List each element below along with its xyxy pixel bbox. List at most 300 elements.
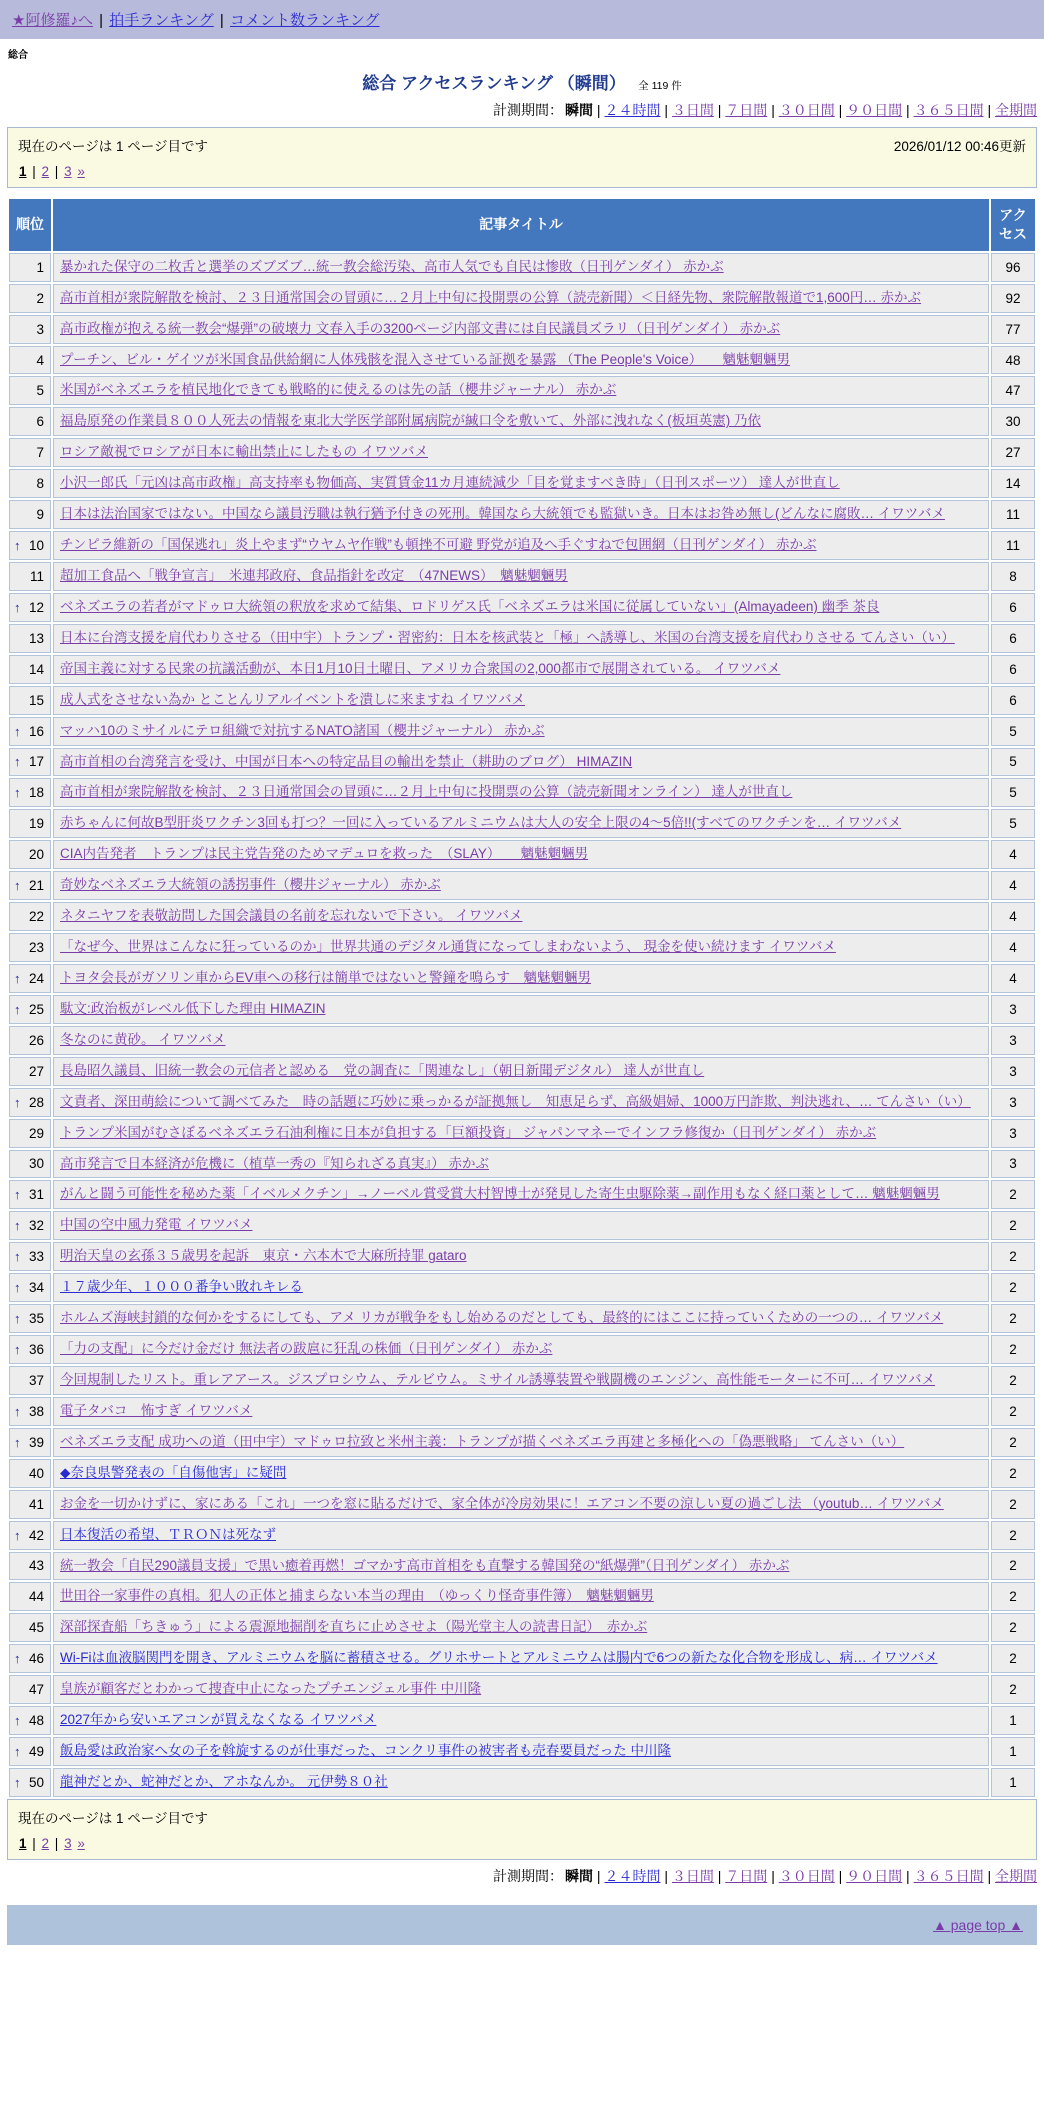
period-link-1[interactable]: ２４時間 [604, 1867, 661, 1884]
page-title: 総合 アクセスランキング （瞬間） [362, 74, 626, 93]
rank-up-icon: ↑ [14, 1218, 21, 1234]
rank-cell [9, 1273, 51, 1302]
article-link[interactable]: 冬なのに黄砂。 イワツバメ [60, 1031, 226, 1047]
rank-cell [9, 964, 51, 993]
title-cell [53, 624, 989, 653]
separator: | [28, 164, 40, 179]
article-link[interactable]: 文責者、深田萌絵について調べてみた 時の話題に巧妙に乗っかるが証拠無し 知恵足らず、高級娼婦、1000万円詐欺、判決逃れ、… てんさい（い） [60, 1093, 971, 1109]
rank-cell [9, 500, 51, 529]
period-label: 計測期間： [493, 102, 564, 118]
table-row [9, 1119, 1035, 1148]
access-count: 4 [991, 840, 1035, 869]
rank-number: 32 [28, 1218, 44, 1234]
rank-cell [9, 1768, 51, 1797]
pagination-bottom [18, 1836, 1026, 1851]
rank-cell [9, 1242, 51, 1271]
article-link[interactable]: 小沢一郎氏「元凶は高市政権」高支持率も物価高、実質賃金11カ月連続減少「目を覚ますべき時」（日刊スポーツ） 達人が世直し [60, 475, 840, 491]
rank-cell [9, 376, 51, 405]
access-count: 2 [991, 1459, 1035, 1488]
rank-up-icon: ↑ [14, 1187, 21, 1203]
rank-number: 38 [28, 1403, 44, 1419]
rank-number: 2 [36, 290, 44, 306]
article-link[interactable]: マッハ10のミサイルにテロ組織で対抗するNATO諸国（櫻井ジャーナル） 赤かぶ [60, 722, 545, 738]
title-cell [53, 1613, 989, 1642]
article-link[interactable]: 高市首相が衆院解散を検討、２３日通常国会の冒頭に…２月上中旬に投開票の公算（読売新聞オンライン） 達人が世直し [60, 784, 793, 800]
access-count: 6 [991, 655, 1035, 684]
current-page-text: 現在のページは 1 ページ目です [18, 1810, 208, 1826]
rank-cell [9, 1552, 51, 1581]
table-row [9, 1180, 1035, 1209]
rank-cell [9, 778, 51, 807]
access-count: 4 [991, 871, 1035, 900]
access-count: 2 [991, 1335, 1035, 1364]
period-link-3[interactable]: ７日間 [725, 102, 768, 118]
title-cell [53, 1768, 989, 1797]
table-row [9, 624, 1035, 653]
table-row [9, 717, 1035, 746]
rank-number: 16 [28, 723, 44, 739]
rank-number: 40 [28, 1465, 44, 1481]
rank-cell [9, 1613, 51, 1642]
table-header-row [9, 199, 1035, 251]
ranking-table [7, 197, 1037, 1799]
table-row [9, 809, 1035, 838]
col-header-title: 記事タイトル [53, 199, 989, 251]
page-link-2[interactable]: 2 [41, 1835, 50, 1851]
nav-link-1[interactable]: ★阿修羅♪へ [12, 12, 93, 29]
table-row [9, 1397, 1035, 1426]
access-count: 5 [991, 778, 1035, 807]
rank-number: 9 [36, 507, 44, 523]
article-link[interactable]: トランプ米国がむさぼるベネズエラ石油利権に日本が負担する「巨額投資」 ジャパンマネーでインフラ修復か（日刊ゲンダイ） 赤かぶ [60, 1124, 877, 1140]
title-cell [53, 346, 989, 375]
table-row [9, 1150, 1035, 1179]
rank-number: 26 [28, 1032, 44, 1048]
access-count: 1 [991, 1768, 1035, 1797]
title-cell [53, 1737, 989, 1766]
top-nav [0, 0, 1044, 39]
table-row [9, 469, 1035, 498]
rank-number: 4 [36, 352, 44, 368]
article-link[interactable]: 長島昭久議員、旧統一教会の元信者と認める 党の調査に「関連なし」（朝日新聞デジタル） 達人が世直し [60, 1062, 705, 1078]
period-link-7[interactable]: 全期間 [995, 102, 1037, 118]
title-cell [53, 1273, 989, 1302]
title-cell [53, 1026, 989, 1055]
title-cell [53, 593, 989, 622]
page-body [7, 39, 1037, 2015]
access-count: 2 [991, 1675, 1035, 1704]
rank-number: 33 [28, 1249, 44, 1265]
title-cell [53, 933, 989, 962]
rank-cell [9, 655, 51, 684]
title-cell [53, 284, 989, 313]
article-link[interactable]: ネタニヤフを表敬訪問した国会議員の名前を忘れないで下さい。 イワツバメ [60, 908, 523, 924]
rank-number: 44 [28, 1589, 44, 1605]
rank-number: 31 [28, 1187, 44, 1203]
period-current: 瞬間 [565, 102, 594, 118]
separator: | [767, 1867, 779, 1884]
rank-number: 18 [28, 785, 44, 801]
access-count: 2 [991, 1552, 1035, 1581]
article-link[interactable]: 高市発言で日本経済が危機に（植草一秀の『知られざる真実』） 赤かぶ [60, 1155, 489, 1171]
table-row [9, 1552, 1035, 1581]
rank-cell [9, 624, 51, 653]
access-count: 5 [991, 717, 1035, 746]
rank-cell [9, 284, 51, 313]
article-link[interactable]: 成人式をさせない為か とことんリアルイベントを潰しに来ますね イワツバメ [60, 691, 526, 707]
rank-number: 50 [28, 1774, 44, 1790]
rank-cell [9, 933, 51, 962]
period-link-7[interactable]: 全期間 [995, 1867, 1037, 1884]
rank-number: 11 [29, 568, 44, 584]
page-title-block [7, 69, 1037, 94]
article-link[interactable]: 深部探査船「ちきゅう」による震源地掘削を直ちに止めさせよ（陽光堂主人の読書日記） 赤かぶ [60, 1619, 648, 1635]
rank-cell [9, 809, 51, 838]
access-count: 2 [991, 1490, 1035, 1519]
col-header-access: アクセス [991, 199, 1035, 251]
access-count: 30 [991, 407, 1035, 436]
article-link[interactable]: ベネズエラ支配 成功への道（田中宇）マドゥロ拉致と米州主義：トランプが描くベネズエラ再建と多極化への「偽悪戦略」 てんさい（い） [60, 1433, 905, 1449]
rank-number: 6 [36, 414, 44, 430]
access-count: 3 [991, 1057, 1035, 1086]
rank-cell [9, 315, 51, 344]
title-cell [53, 1706, 989, 1735]
rank-up-icon: ↑ [14, 970, 21, 986]
rank-number: 29 [28, 1125, 44, 1141]
period-link-4[interactable]: ３０日間 [778, 1867, 835, 1884]
article-link[interactable]: 統一教会「自民290議員支援」で黒い癒着再燃！ゴマかす高市首相をも直撃する韓国発の“紙爆弾”（日刊ゲンダイ） 赤かぶ [60, 1557, 790, 1573]
rank-number: 22 [28, 909, 44, 925]
period-link-2[interactable]: ３日間 [671, 102, 714, 118]
separator: | [713, 1867, 726, 1884]
rank-up-icon: ↑ [14, 723, 21, 739]
article-link[interactable]: ホルムズ海峡封鎖的な何かをするにしても、アメ リカが戦争をもし始めるのだとしても、最終的にはここに持っていくための一つの… イワツバメ [60, 1310, 944, 1326]
separator: | [983, 1867, 995, 1884]
separator: | [834, 102, 847, 118]
rank-cell [9, 346, 51, 375]
title-cell [53, 717, 989, 746]
page-link-3[interactable]: 3 [64, 164, 72, 179]
article-link[interactable]: １７歳少年、１０００番争い敗れキレる [60, 1279, 303, 1295]
title-cell [53, 531, 989, 560]
article-link[interactable]: 「力の支配」に今だけ金だけ 無法者の跋扈に狂乱の株価（日刊ゲンダイ） 赤かぶ [60, 1341, 553, 1357]
article-link[interactable]: 高市政権が抱える統一教会“爆弾”の破壊力 文春入手の3200ページ内部文書には自民議員ズラリ（日刊ゲンダイ） 赤かぶ [60, 320, 781, 336]
title-cell [53, 253, 989, 282]
rank-number: 8 [36, 476, 44, 492]
table-row [9, 1521, 1035, 1550]
rank-up-icon: ↑ [14, 1434, 21, 1450]
table-row [9, 840, 1035, 869]
access-count: 5 [991, 809, 1035, 838]
rank-cell [9, 748, 51, 777]
rank-cell [9, 1737, 51, 1766]
separator: | [713, 102, 726, 118]
period-link-5[interactable]: ９０日間 [846, 1867, 903, 1884]
period-link-4[interactable]: ３０日間 [778, 102, 835, 118]
page-current: 1 [19, 1835, 27, 1851]
article-link[interactable]: 明治天皇の玄孫３５歳男を起訴 東京・六本木で大麻所持罪 gataro [60, 1248, 467, 1264]
article-link[interactable]: がんと闘う可能性を秘めた薬「イベルメクチン」→ノーベル賞受賞大村智博士が発見した寄生虫駆除薬→副作用もなく経口薬として… 魑魅魍魎男 [60, 1186, 940, 1202]
rank-number: 43 [28, 1558, 44, 1574]
title-cell [53, 1428, 989, 1457]
rank-number: 46 [28, 1651, 44, 1667]
page-next-link[interactable]: » [77, 164, 85, 179]
title-cell [53, 1304, 989, 1333]
access-count: 11 [991, 531, 1035, 560]
article-link[interactable]: 奇妙なベネズエラ大統領の誘拐事件（櫻井ジャーナル） 赤かぶ [60, 877, 441, 893]
table-row [9, 686, 1035, 715]
rank-cell [9, 1459, 51, 1488]
article-link[interactable]: 2027年から安いエアコンが買えなくなる イワツバメ [60, 1712, 377, 1728]
table-row [9, 593, 1035, 622]
table-row [9, 438, 1035, 467]
breadcrumb: 総合 [8, 50, 28, 61]
current-page-text: 現在のページは 1 ページ目です [18, 139, 208, 154]
access-count: 6 [991, 686, 1035, 715]
access-count: 47 [991, 376, 1035, 405]
rank-cell [9, 1397, 51, 1426]
rank-number: 1 [36, 259, 44, 275]
title-cell [53, 1088, 989, 1117]
rank-number: 27 [28, 1063, 44, 1079]
article-link[interactable]: 駄文:政治板がレベル低下した理由 HIMAZIN [60, 1000, 326, 1016]
nav-link-2[interactable]: 拍手ランキング [109, 12, 214, 29]
article-link[interactable]: 高市首相が衆院解散を検討、２３日通常国会の冒頭に…２月上中旬に投開票の公算（読売新聞）＜日経先物、衆院解散報道で1,600円… 赤かぶ [60, 289, 922, 305]
col-header-rank: 順位 [9, 199, 51, 251]
article-link[interactable]: 超加工食品へ「戦争宣言」 米連邦政府、食品指針を改定 （47NEWS） 魑魅魍魎男 [60, 568, 568, 583]
table-row [9, 1211, 1035, 1240]
separator: | [983, 102, 995, 118]
access-count: 2 [991, 1180, 1035, 1209]
title-cell [53, 1490, 989, 1519]
separator: | [215, 12, 228, 29]
article-link[interactable]: ロシア敵視でロシアが日本に輸出禁止にしたもの イワツバメ [60, 444, 428, 460]
separator: | [660, 1867, 672, 1884]
rank-up-icon: ↑ [14, 1403, 21, 1419]
rank-number: 24 [28, 970, 44, 986]
access-count: 2 [991, 1242, 1035, 1271]
article-link[interactable]: ◆奈良県警発表の「自傷他害」に疑問 [60, 1464, 287, 1480]
rank-cell [9, 1057, 51, 1086]
period-link-3[interactable]: ７日間 [725, 1867, 768, 1884]
total-count: 全 119 件 [638, 80, 682, 92]
article-link[interactable]: 日本に台湾支援を肩代わりさせる（田中宇）トランプ・習密約：日本を核武装と「極」へ誘導し、米国の台湾支援を肩代わりさせる てんさい（い） [60, 629, 955, 645]
article-link[interactable]: 世田谷一家事件の真相。犯人の正体と捕まらない本当の理由 （ゆっくり怪奇事件簿） 魑魅魍魎男 [60, 1588, 654, 1604]
title-cell [53, 902, 989, 931]
access-count: 6 [991, 593, 1035, 622]
title-cell [53, 840, 989, 869]
article-link[interactable]: プーチン、ビル・ゲイツが米国食品供給網に人体残骸を混入させている証拠を暴露 （The People's Voice） 魑魅魍魎男 [60, 351, 791, 367]
access-count: 92 [991, 284, 1035, 313]
page-link-3[interactable]: 3 [64, 1835, 72, 1851]
rank-number: 42 [28, 1527, 44, 1543]
article-link[interactable]: Wi-Fiは血液脳関門を開き、アルミニウムを脳に蓄積させる。グリホサートとアルミニウムは腸内で6つの新たな化合物を形成し、病… イワツバメ [60, 1650, 938, 1666]
rank-cell [9, 1211, 51, 1240]
table-row [9, 1057, 1035, 1086]
access-count: 4 [991, 933, 1035, 962]
table-row [9, 284, 1035, 313]
nav-link-3[interactable]: コメント数ランキング [229, 12, 380, 29]
article-link[interactable]: 赤ちゃんに何故B型肝炎ワクチン3回も打つ？一回に入っているアルミニウムは大人の安全上限の4～5倍!!(すべてのワクチンを… イワツバメ [60, 815, 902, 831]
article-link[interactable]: お金を一切かけずに、家にある「これ」一つを窓に貼るだけで、家全体が冷房効果に！エアコン不要の涼しい夏の過ごし法 （youtub… イワツバメ [60, 1495, 944, 1511]
article-link[interactable]: 中国の空中風力発電 イワツバメ [60, 1217, 253, 1233]
rank-number: 15 [28, 692, 44, 708]
period-link-2[interactable]: ３日間 [671, 1867, 714, 1884]
article-link[interactable]: 「なぜ今、世界はこんなに狂っているのか」世界共通のデジタル通貨になってしまわないよう、 現金を使い続けます イワツバメ [60, 939, 836, 955]
page-top-bar [7, 1905, 1037, 1945]
table-row [9, 748, 1035, 777]
article-link[interactable]: 日本は法治国家ではない。中国なら議員汚職は執行猶予付きの死刑。韓国なら大統領でも監獄いき。日本はお咎め無し(どんなに腐敗… イワツバメ [60, 506, 945, 522]
table-row [9, 871, 1035, 900]
rank-cell [9, 1521, 51, 1550]
period-selector-top [7, 100, 1037, 120]
article-link[interactable]: 今回規制したリスト。重レアアース。ジスプロシウム、テルビウム。ミサイル誘導装置や戦闘機のエンジン、高性能モーターに不可… イワツバメ [60, 1371, 936, 1387]
rank-cell [9, 1119, 51, 1148]
rank-number: 36 [28, 1342, 44, 1357]
title-cell [53, 995, 989, 1024]
rank-cell [9, 717, 51, 746]
table-row [9, 933, 1035, 962]
rank-up-icon: ↑ [14, 1527, 21, 1543]
title-cell [53, 1675, 989, 1704]
title-cell [53, 871, 989, 900]
page-link-2[interactable]: 2 [41, 164, 50, 179]
table-row [9, 500, 1035, 529]
access-count: 11 [991, 500, 1035, 529]
rank-cell [9, 469, 51, 498]
period-selector-bottom [7, 1866, 1037, 1886]
title-cell [53, 1397, 989, 1426]
rank-cell [9, 840, 51, 869]
table-row [9, 1490, 1035, 1519]
rank-cell [9, 686, 51, 715]
period-label: 計測期間： [493, 1867, 564, 1884]
table-row [9, 1706, 1035, 1735]
period-link-5[interactable]: ９０日間 [846, 102, 903, 118]
rank-cell [9, 902, 51, 931]
article-link[interactable]: トヨタ会長がガソリン車からEV車への移行は簡単ではないと警鐘を鳴らす 魑魅魍魎男 [60, 969, 592, 985]
article-link[interactable]: 米国がベネズエラを植民地化できても戦略的に使えるのは先の話（櫻井ジャーナル） 赤かぶ [60, 382, 617, 398]
bottom-spacer [7, 1945, 1037, 2015]
title-cell [53, 1335, 989, 1364]
article-link[interactable]: 福島原発の作業員８００人死去の情報を東北大学医学部附属病院が緘口令を敷いて、外部に洩れなく(板垣英憲) 乃依 [60, 413, 761, 429]
title-cell [53, 1119, 989, 1148]
table-row [9, 562, 1035, 591]
title-cell [53, 809, 989, 838]
table-row [9, 995, 1035, 1024]
rank-up-icon: ↑ [14, 1342, 21, 1357]
rank-number: 14 [28, 661, 44, 677]
title-cell [53, 469, 989, 498]
title-cell [53, 655, 989, 684]
rank-cell [9, 1706, 51, 1735]
title-cell [53, 1211, 989, 1240]
article-link[interactable]: 電子タバコ 怖すぎ イワツバメ [60, 1402, 253, 1418]
rank-number: 19 [28, 816, 44, 832]
rank-number: 17 [28, 754, 44, 770]
table-row [9, 1768, 1035, 1797]
period-link-6[interactable]: ３６５日間 [913, 1867, 984, 1884]
title-cell [53, 1057, 989, 1086]
rank-cell [9, 1366, 51, 1395]
rank-number: 3 [36, 321, 44, 337]
table-row [9, 964, 1035, 993]
rank-up-icon: ↑ [14, 785, 21, 801]
access-count: 2 [991, 1644, 1035, 1673]
rank-up-icon: ↑ [14, 754, 21, 770]
article-link[interactable]: 帝国主義に対する民衆の抗議活動が、本日1月10日土曜日、アメリカ合衆国の2,000都市で展開されている。 イワツバメ [60, 660, 781, 676]
rank-cell [9, 562, 51, 591]
article-link[interactable]: CIA内告発者 トランプは民主党告発のためマデュロを救った （SLAY） 魑魅魍魎男 [60, 846, 589, 862]
rank-up-icon: ↑ [14, 1743, 21, 1759]
article-link[interactable]: チンピラ維新の「国保逃れ」炎上やまず“ウヤムヤ作戦”も頓挫不可避 野党が追及へ手ぐすねで包囲網（日刊ゲンダイ） 赤かぶ [60, 537, 817, 553]
rank-number: 10 [28, 538, 44, 554]
rank-cell [9, 1335, 51, 1364]
rank-cell [9, 407, 51, 436]
table-row [9, 253, 1035, 282]
period-current: 瞬間 [565, 1867, 594, 1884]
table-row [9, 902, 1035, 931]
period-link-6[interactable]: ３６５日間 [913, 102, 984, 118]
access-count: 48 [991, 346, 1035, 375]
rank-number: 25 [28, 1001, 44, 1017]
rank-number: 48 [28, 1713, 44, 1729]
access-count: 2 [991, 1397, 1035, 1426]
separator: | [767, 102, 779, 118]
article-link[interactable]: 飯島愛は政治家へ女の子を斡旋するのが仕事だった、コンクリ事件の被害者も売春要員だった 中川隆 [60, 1743, 671, 1759]
title-cell [53, 315, 989, 344]
separator: | [902, 102, 914, 118]
table-row [9, 655, 1035, 684]
rank-cell [9, 1675, 51, 1704]
rank-up-icon: ↑ [14, 1651, 21, 1667]
rank-number: 12 [28, 599, 44, 615]
rank-number: 34 [28, 1280, 44, 1296]
access-count: 77 [991, 315, 1035, 344]
rank-up-icon: ↑ [14, 878, 21, 894]
article-link[interactable]: 日本復活の希望、ＴＲＯＮは死なず [60, 1526, 276, 1542]
title-cell [53, 438, 989, 467]
title-cell [53, 500, 989, 529]
article-link[interactable]: ベネズエラの若者がマドゥロ大統領の釈放を求めて結集、ロドリゲス氏「ベネズエラは米国に従属していない」(Almayadeen) 幽季 茶良 [60, 598, 880, 614]
article-link[interactable]: 皇族が顧客だとわかって捜査中止になったプチエンジェル事件 中川隆 [60, 1681, 482, 1697]
table-row [9, 1428, 1035, 1457]
article-link[interactable]: 暴かれた保守の二枚舌と選挙のズブズブ…統一教会総汚染、高市人気でも自民は惨敗（日刊ゲンダイ） 赤かぶ [60, 258, 724, 274]
page-top-link[interactable]: ▲ page top ▲ [933, 1916, 1023, 1933]
pagination-top [18, 164, 1026, 179]
table-row [9, 531, 1035, 560]
page-next-link[interactable]: » [77, 1835, 85, 1851]
rank-number: 7 [36, 445, 44, 461]
article-link[interactable]: 高市首相の台湾発言を受け、中国が日本への特定品目の輸出を禁止（耕助のブログ） HIMAZIN [60, 753, 633, 769]
rank-number: 28 [28, 1094, 44, 1110]
rank-up-icon: ↑ [14, 1774, 21, 1790]
table-row [9, 1242, 1035, 1271]
rank-up-icon: ↑ [14, 1094, 21, 1110]
rank-number: 20 [28, 847, 44, 863]
rank-cell [9, 531, 51, 560]
rank-number: 37 [28, 1372, 44, 1388]
article-link[interactable]: 龍神だとか、蛇神だとか、アホなんか。 元伊勢８０社 [60, 1773, 388, 1789]
title-cell [53, 1242, 989, 1271]
access-count: 3 [991, 1088, 1035, 1117]
access-count: 2 [991, 1211, 1035, 1240]
title-cell [53, 1180, 989, 1209]
period-link-1[interactable]: ２４時間 [604, 102, 661, 118]
table-row [9, 1675, 1035, 1704]
title-cell [53, 1644, 989, 1673]
access-count: 2 [991, 1273, 1035, 1302]
